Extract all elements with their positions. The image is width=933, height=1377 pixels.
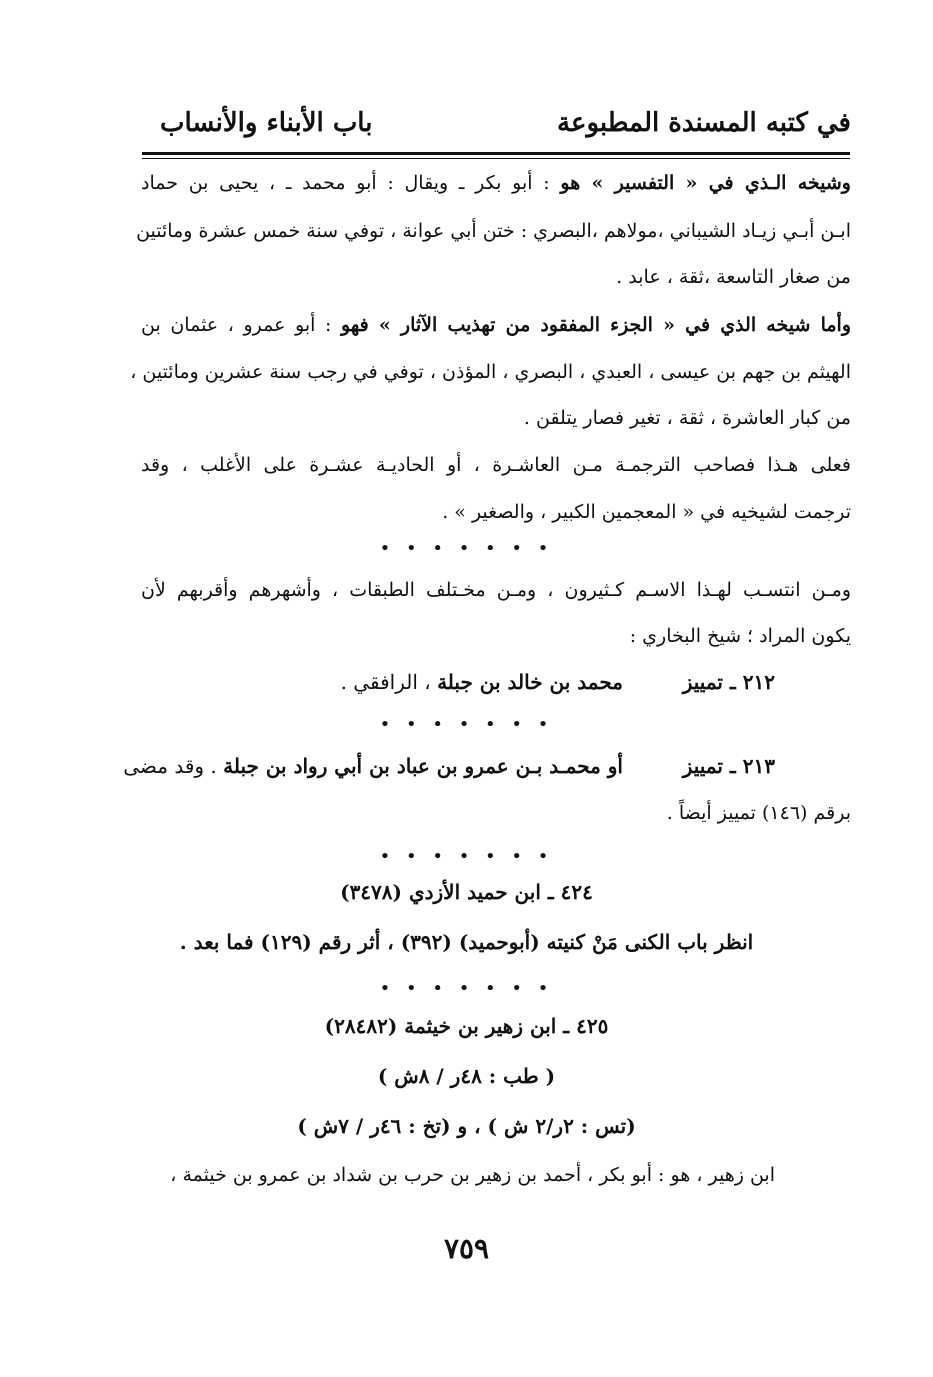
header-rule-thin (142, 158, 850, 159)
entry-425-line1: ابن زهير ، هو : أبو بكر ، أحمد بن زهير بن حرب بن شداد بن عمرو بن خيثمة ، (170, 1164, 775, 1186)
header-rule-thick (142, 152, 850, 155)
para1-line2: ابـن أبـي زيـاد الشيباني ،مولاهم ،البصري : ختن أبي عوانة ، توفي سنة خمس عشرة ومائتين (136, 220, 851, 242)
running-header-left: باب الأبناء والأنساب (160, 108, 373, 138)
entry-213-line2: برقم (١٤٦) تمييز أيضاً . (666, 802, 851, 824)
running-header-right: في كتبه المسندة المطبوعة (557, 108, 851, 138)
entry-425-title: ٤٢٥ ـ ابن زهير بن خيثمة (٢٨٤٨٢) (324, 1014, 609, 1038)
separator-1: • • • • • • • (379, 538, 554, 559)
entry-213-name: أو محمـد بـن عمرو بن عباد بن أبي رواد بن جبلة (223, 754, 623, 778)
entry-212-number: ٢١٢ ـ تمييز (682, 670, 775, 694)
entry-425-ref-2: (تس : ٢ر/٢ ش ) ، و (تخ : ٤٦ر / ٧ش ) (297, 1114, 636, 1138)
separator-2: • • • • • • • (379, 714, 554, 735)
separator-4: • • • • • • • (379, 978, 554, 999)
entry-212-rest: ، الرافقي . (340, 670, 438, 694)
para1-line3: من صغار التاسعة ،ثقة ، عابد . (616, 266, 851, 288)
para2-rest: : أبو عمرو ، عثمان بن (141, 314, 342, 336)
para2-line2: الهيثم بن جهم بن عيسى ، العبدي ، البصري ، المؤذن ، توفي في رجب سنة عشرين ومائتين ، (130, 361, 851, 383)
para2-line1 (141, 310, 851, 340)
para4-line1: ومـن انتسـب لهـذا الاسـم كـثيرون ، ومـن مخـتلف الطبقات ، وأشهرهم وأقربهم لأن (141, 579, 851, 601)
entry-425-ref-1: ( طب : ٤٨ر / ٨ش ) (377, 1064, 556, 1088)
entry-212-name: محمد بن خالد بن جبلة (437, 670, 623, 694)
para2-bold: وأما شيخه الذي في « الجزء المفقود من تهذيب الآثار » فهو (341, 314, 851, 336)
entry-213-rest: . وقد مضى (123, 754, 224, 778)
separator-3: • • • • • • • (379, 846, 554, 867)
entry-213-number: ٢١٣ ـ تمييز (682, 754, 775, 778)
para3-line2: ترجمت لشيخيه في « المعجمين الكبير ، والصغير » . (442, 501, 851, 523)
entry-213-text (123, 754, 623, 778)
para1-bold: وشيخه الـذي في « التفسير » هو (560, 172, 851, 194)
para2-line3: من كبار العاشرة ، ثقة ، تغير فصار يتلقن . (523, 407, 851, 429)
entry-424-title: ٤٢٤ ـ ابن حميد الأزدي (٣٤٧٨) (340, 880, 593, 904)
page-number: ٧٥٩ (443, 1232, 490, 1265)
para3-line1: فعلى هـذا فصاحب الترجمـة مـن العاشـرة ، أو الحاديـة عشـرة على الأغلب ، وقد (141, 454, 851, 476)
para1-line1 (141, 168, 851, 198)
para1-rest: : أبو بكر ـ ويقال : أبو محمد ـ ، يحيى بن حماد (141, 172, 561, 194)
entry-212-text (341, 670, 623, 694)
entry-424-note: انظر باب الكنى مَنْ كنيته (أبوحميد) (٣٩٢) ، أثر رقم (١٢٩) فما بعد . (179, 930, 754, 954)
para4-line2: يكون المراد ؛ شيخ البخاري : (629, 625, 851, 647)
